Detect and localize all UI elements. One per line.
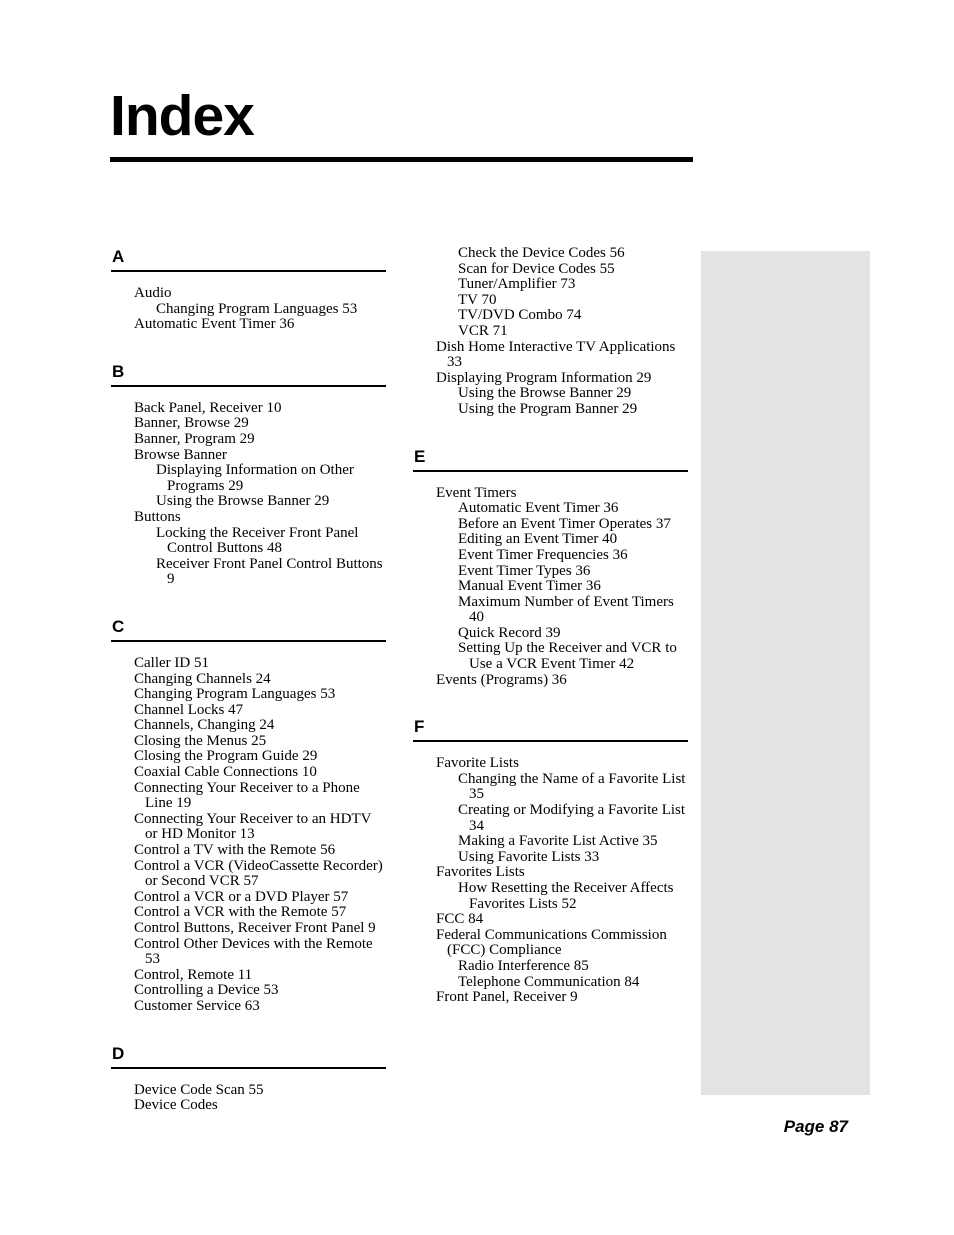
index-entry: Changing Channels 24 <box>134 670 271 687</box>
index-subentry: Before an Event Timer Operates 37 <box>458 515 671 532</box>
index-entry: Event Timers <box>436 484 517 501</box>
index-entry: Device Code Scan 55 <box>134 1081 264 1098</box>
index-entry: Federal Communications Commission (FCC) Compliance <box>436 926 667 959</box>
index-subentry: Event Timer Types 36 <box>458 562 591 579</box>
index-section-c <box>111 588 387 1015</box>
index-section-b <box>111 333 387 588</box>
index-subentry: Creating or Modifying a Favorite List 34 <box>458 802 686 834</box>
index-entry: Control, Remote 11 <box>134 966 253 983</box>
index-subentry: Tuner/Amplifier 73 <box>458 276 576 293</box>
index-subentry: Changing the Name of a Favorite List 35 <box>458 770 686 803</box>
section-letter-heading: A <box>112 247 125 266</box>
index-entry: Connecting Your Receiver to an HDTV or HD Monitor 13 <box>134 810 372 843</box>
index-subentry: TV 70 <box>458 291 497 308</box>
index-subentry: Automatic Event Timer 36 <box>458 500 619 517</box>
index-entry-list <box>111 656 387 1015</box>
index-subentry: Using Favorite Lists 33 <box>458 848 600 865</box>
index-entry: Displaying Program Information 29 <box>436 369 652 386</box>
index-subentry: Radio Interference 85 <box>458 957 589 974</box>
index-entry-list <box>413 756 689 1006</box>
sidebar-panel <box>701 251 870 1095</box>
index-entry: Control Buttons, Receiver Front Panel 9 <box>134 920 376 936</box>
section-rule <box>111 270 386 272</box>
index-entry: Control a VCR with the Remote 57 <box>134 904 347 921</box>
index-entry: Control a TV with the Remote 56 <box>134 842 336 859</box>
index-subentry: Telephone Communication 84 <box>458 973 640 990</box>
index-subentry: Event Timer Frequencies 36 <box>458 546 628 563</box>
index-subentry: Using the Program Banner 29 <box>458 400 638 417</box>
index-entry: Connecting Your Receiver to a Phone Line 19 <box>134 779 360 812</box>
index-subentry: Setting Up the Receiver and VCR to Use a VCR Event Timer 42 <box>458 640 677 673</box>
section-letter-heading: C <box>112 616 125 636</box>
index-subentry: Quick Record 39 <box>458 624 561 641</box>
index-subentry: TV/DVD Combo 74 <box>458 307 582 324</box>
index-section-f <box>413 688 689 1006</box>
index-entry: Back Panel, Receiver 10 <box>134 399 282 416</box>
index-subentry: Changing Program Languages 53 <box>156 300 358 317</box>
index-entry-list <box>111 401 387 588</box>
index-entry: Browse Banner <box>134 446 227 463</box>
index-subentry: Check the Device Codes 56 <box>458 245 625 261</box>
section-rule <box>413 470 688 472</box>
index-entry-list <box>413 486 689 689</box>
index-entry: Audio <box>134 285 172 301</box>
index-entry-list <box>111 1083 387 1114</box>
index-subentry: VCR 71 <box>458 322 508 339</box>
index-subentry: Manual Event Timer 36 <box>458 578 601 595</box>
index-entry: Control a VCR (VideoCassette Recorder) or Second VCR 57 <box>134 857 383 890</box>
index-entry: Events (Programs) 36 <box>436 671 567 688</box>
index-subentry: Using the Browse Banner 29 <box>458 385 632 402</box>
index-entry: Banner, Program 29 <box>134 430 255 447</box>
section-spacer <box>111 333 387 360</box>
page-number: Page 87 <box>783 1117 848 1136</box>
index-entry: Coaxial Cable Connections 10 <box>134 764 317 781</box>
continued-entry-list <box>413 246 689 418</box>
index-subentry: Using the Browse Banner 29 <box>156 493 330 510</box>
index-entry: Control Other Devices with the Remote 53 <box>134 935 373 968</box>
index-entry: Banner, Browse 29 <box>134 415 249 432</box>
index-entry: Automatic Event Timer 36 <box>134 316 295 333</box>
index-subentry: Scan for Device Codes 55 <box>458 260 615 277</box>
section-spacer <box>413 418 689 445</box>
index-section-d <box>111 1015 387 1114</box>
index-entry: Caller ID 51 <box>134 654 209 671</box>
index-subentry: Receiver Front Panel Control Buttons 9 <box>156 555 383 588</box>
index-entry: FCC 84 <box>436 911 484 928</box>
index-entry: Control a VCR or a DVD Player 57 <box>134 888 349 905</box>
section-letter-heading: E <box>414 446 426 466</box>
title-rule <box>110 157 693 162</box>
index-entry: Device Codes <box>134 1097 218 1114</box>
index-column-right <box>413 246 689 1006</box>
section-rule <box>111 640 386 642</box>
index-subentry: Making a Favorite List Active 35 <box>458 833 658 850</box>
index-subentry: How Resetting the Receiver Affects Favorites Lists 52 <box>458 880 674 912</box>
index-subentry: Displaying Information on Other Programs 29 <box>156 462 354 494</box>
index-entry: Closing the Program Guide 29 <box>134 748 318 765</box>
section-letter-heading: F <box>414 717 425 737</box>
section-rule <box>413 740 688 742</box>
index-section-e <box>413 418 689 689</box>
index-column-left <box>111 245 387 1114</box>
index-subentry: Editing an Event Timer 40 <box>458 531 618 548</box>
index-entry: Changing Program Languages 53 <box>134 686 336 703</box>
index-entry: Favorite Lists <box>436 755 519 772</box>
page-title: Index <box>110 84 254 148</box>
index-entry: Dish Home Interactive TV Applications 33 <box>436 338 676 371</box>
index-entry: Channels, Changing 24 <box>134 717 275 734</box>
section-spacer <box>111 588 387 615</box>
section-rule <box>111 1067 386 1069</box>
index-entry: Customer Service 63 <box>134 997 260 1014</box>
index-entry: Buttons <box>134 508 181 525</box>
section-spacer <box>111 1015 387 1042</box>
section-letter-heading: B <box>112 361 125 381</box>
index-entry: Controlling a Device 53 <box>134 982 279 999</box>
index-entry-list <box>111 286 387 333</box>
section-rule <box>111 385 386 387</box>
index-entry: Closing the Menus 25 <box>134 732 267 749</box>
index-subentry: Maximum Number of Event Timers 40 <box>458 593 674 626</box>
index-subentry: Locking the Receiver Front Panel Control Buttons 48 <box>156 524 359 557</box>
section-letter-heading: D <box>112 1043 125 1063</box>
index-entry: Front Panel, Receiver 9 <box>436 989 578 1006</box>
index-entry: Favorites Lists <box>436 864 525 881</box>
index-section-a <box>111 245 387 333</box>
section-spacer <box>413 688 689 715</box>
index-entry: Channel Locks 47 <box>134 701 244 718</box>
